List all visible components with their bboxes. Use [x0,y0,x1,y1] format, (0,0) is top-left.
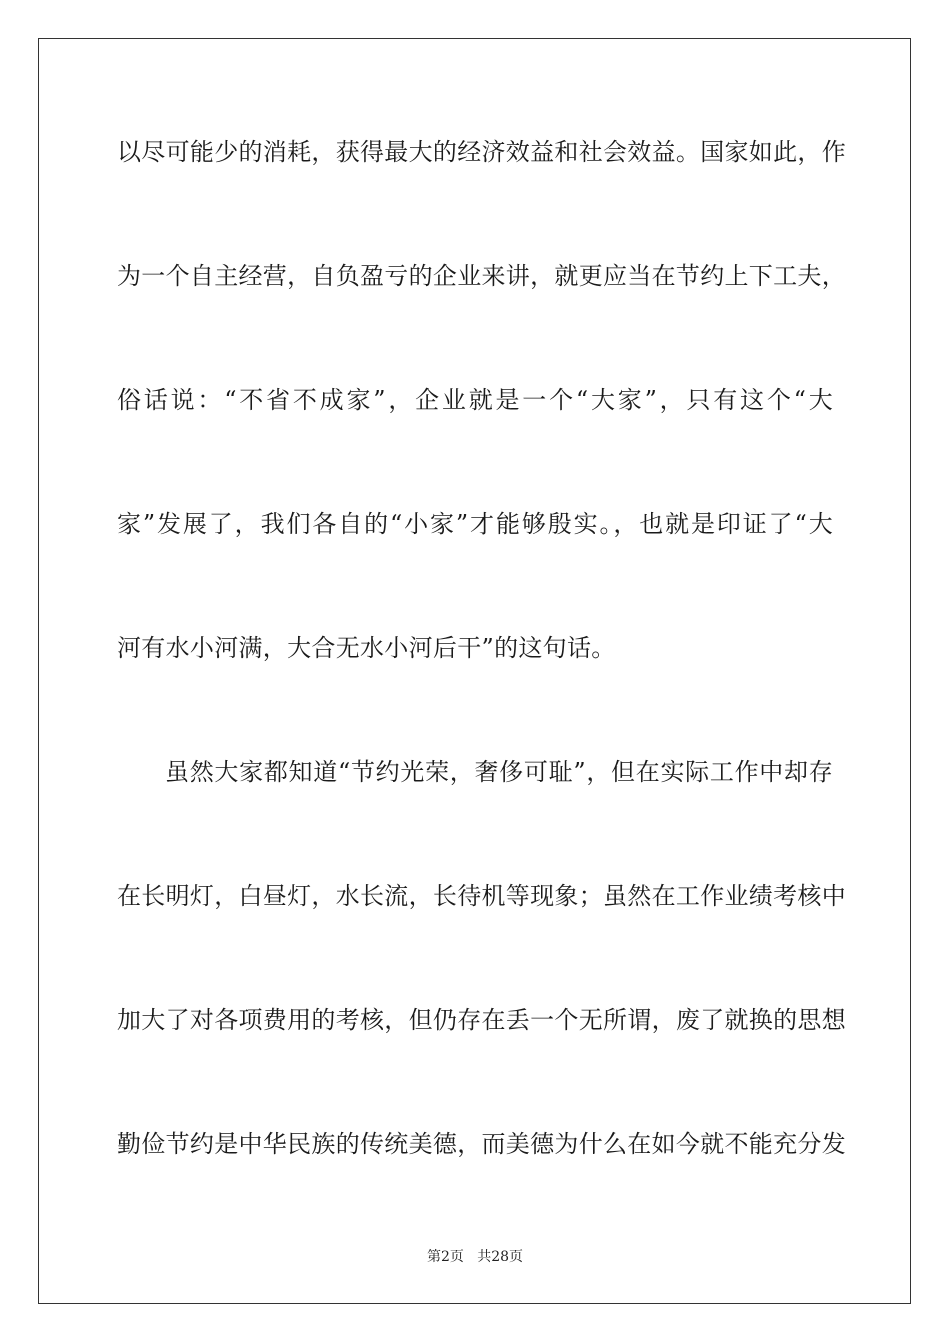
paragraph-1-line-1: 以尽可能少的消耗，获得最大的经济效益和社会效益。国家如此，作 [117,138,846,166]
paragraph-2-line-2: 在长明灯，白昼灯，水长流，长待机等现象；虽然在工作业绩考核中 [117,882,846,910]
paragraph-2-line-1: 虽然大家都知道“节约光荣，奢侈可耻”，但在实际工作中却存 [165,758,833,786]
paragraph-1-line-4: 家”发展了，我们各自的“小家”才能够殷实。，也就是印证了“大 [117,510,833,538]
page-border [38,38,911,1304]
paragraph-2-line-4: 勤俭节约是中华民族的传统美德，而美德为什么在如今就不能充分发 [117,1130,846,1158]
paragraph-1-line-5: 河有水小河满，大合无水小河后干”的这句话。 [117,634,616,662]
paragraph-1-line-3: 俗话说：“不省不成家”，企业就是一个“大家”，只有这个“大 [117,386,833,414]
paragraph-1-line-2: 为一个自主经营，自负盈亏的企业来讲，就更应当在节约上下工夫， [117,262,846,290]
paragraph-2-line-3: 加大了对各项费用的考核，但仍存在丢一个无所谓，废了就换的思想 [117,1006,846,1034]
page-number-footer: 第2页 共28页 [426,1249,524,1265]
